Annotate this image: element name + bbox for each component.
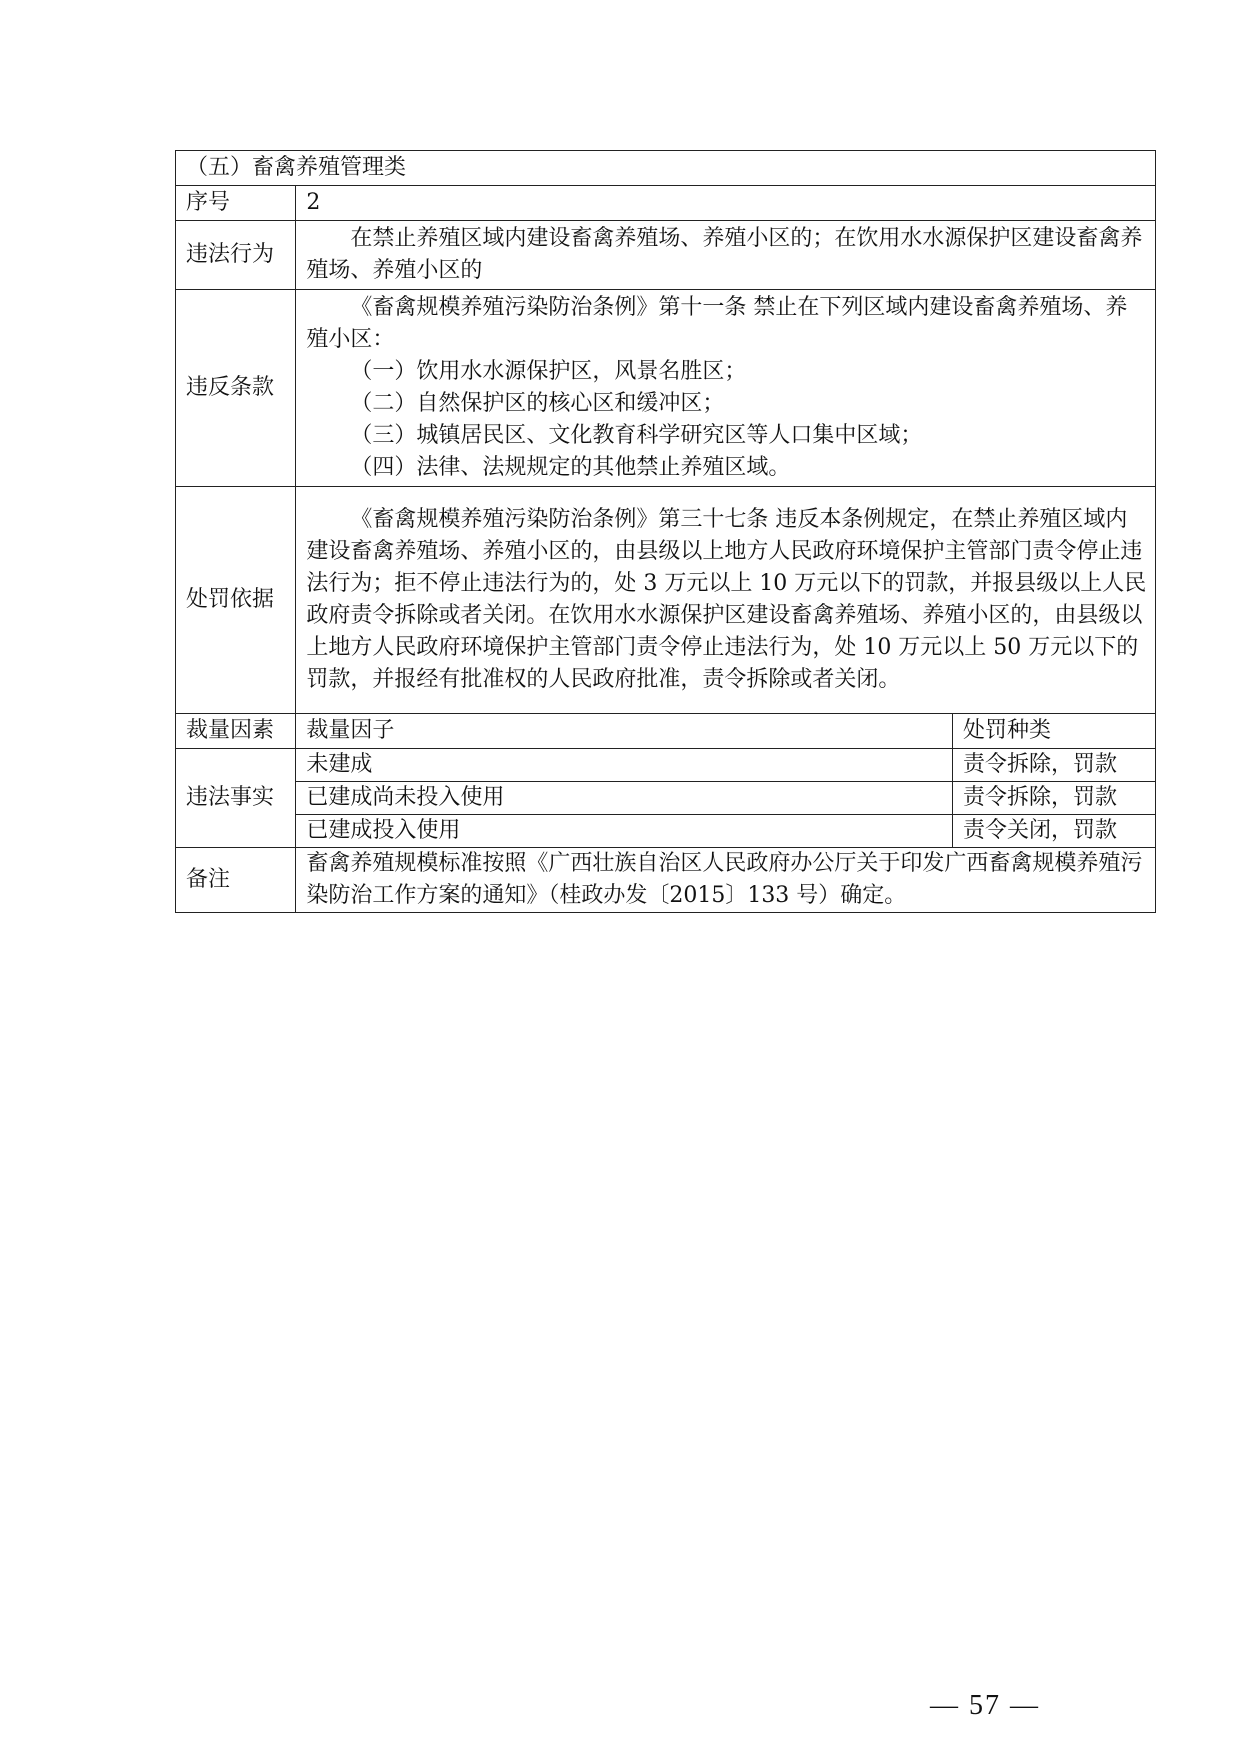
fact-factor: 已建成投入使用 [296, 815, 953, 848]
serial-label: 序号 [176, 186, 296, 221]
clause-item: （一）饮用水水源保护区，风景名胜区； [350, 359, 747, 384]
basis-row [176, 487, 1156, 714]
fact-type: 责令拆除，罚款 [953, 749, 1156, 782]
note-text: 畜禽养殖规模标准按照《广西壮族自治区人民政府办公厅关于印发广西畜禽规模养殖污染防治工作方案的通知》（桂政办发〔2015〕133 号）确定。 [296, 848, 1156, 913]
clause-label: 违反条款 [176, 290, 296, 487]
violation-label: 违法行为 [176, 221, 296, 290]
fact-type: 责令关闭，罚款 [953, 815, 1156, 848]
clause-content [296, 290, 1156, 487]
basis-label: 处罚依据 [176, 487, 296, 714]
fact-row [176, 782, 1156, 815]
clause-item: （三）城镇居民区、文化教育科学研究区等人口集中区域； [350, 423, 923, 448]
discretion-label: 裁量因素 [176, 714, 296, 749]
violation-row [176, 221, 1156, 290]
serial-value: 2 [296, 186, 1156, 221]
facts-label: 违法事实 [176, 749, 296, 848]
violation-text: 在禁止养殖区域内建设畜禽养殖场、养殖小区的；在饮用水水源保护区建设畜禽养殖场、养殖小区的 [296, 221, 1156, 290]
clause-row [176, 290, 1156, 487]
type-header: 处罚种类 [953, 714, 1156, 749]
fact-factor: 已建成尚未投入使用 [296, 782, 953, 815]
clause-item: （二）自然保护区的核心区和缓冲区； [350, 391, 725, 416]
serial-row [176, 186, 1156, 221]
page-number: — 57 — [930, 1690, 1040, 1721]
section-title-row [176, 151, 1156, 186]
clause-item: （四）法律、法规规定的其他禁止养殖区域。 [350, 455, 791, 480]
discretion-row [176, 714, 1156, 749]
fact-row [176, 815, 1156, 848]
note-label: 备注 [176, 848, 296, 913]
factor-header: 裁量因子 [296, 714, 953, 749]
fact-row [176, 749, 1156, 782]
fact-factor: 未建成 [296, 749, 953, 782]
basis-text: 《畜禽规模养殖污染防治条例》第三十七条 违反本条例规定，在禁止养殖区域内建设畜禽养殖场、养殖小区的，由县级以上地方人民政府环境保护主管部门责令停止违法行为；拒不停止违法行为的，处 3 万元以上 10 万元以下的罚款，并报县级以上人民政府责令拆除或者关闭。在饮用水水源保护区建设畜禽养殖场、养殖小区的，由县级以上地方人民政府环境保护主管部门责令停止违法行为，处 10 万元以上 50 万元以下的罚款，并报经有批准权的人民政府批准，责令拆除或者关闭。 [296, 487, 1156, 714]
fact-type: 责令拆除，罚款 [953, 782, 1156, 815]
section-title: （五）畜禽养殖管理类 [176, 151, 1156, 186]
note-row [176, 848, 1156, 913]
penalty-table [175, 150, 1156, 913]
clause-intro: 《畜禽规模养殖污染防治条例》第十一条 禁止在下列区域内建设畜禽养殖场、养殖小区： [306, 295, 1128, 352]
